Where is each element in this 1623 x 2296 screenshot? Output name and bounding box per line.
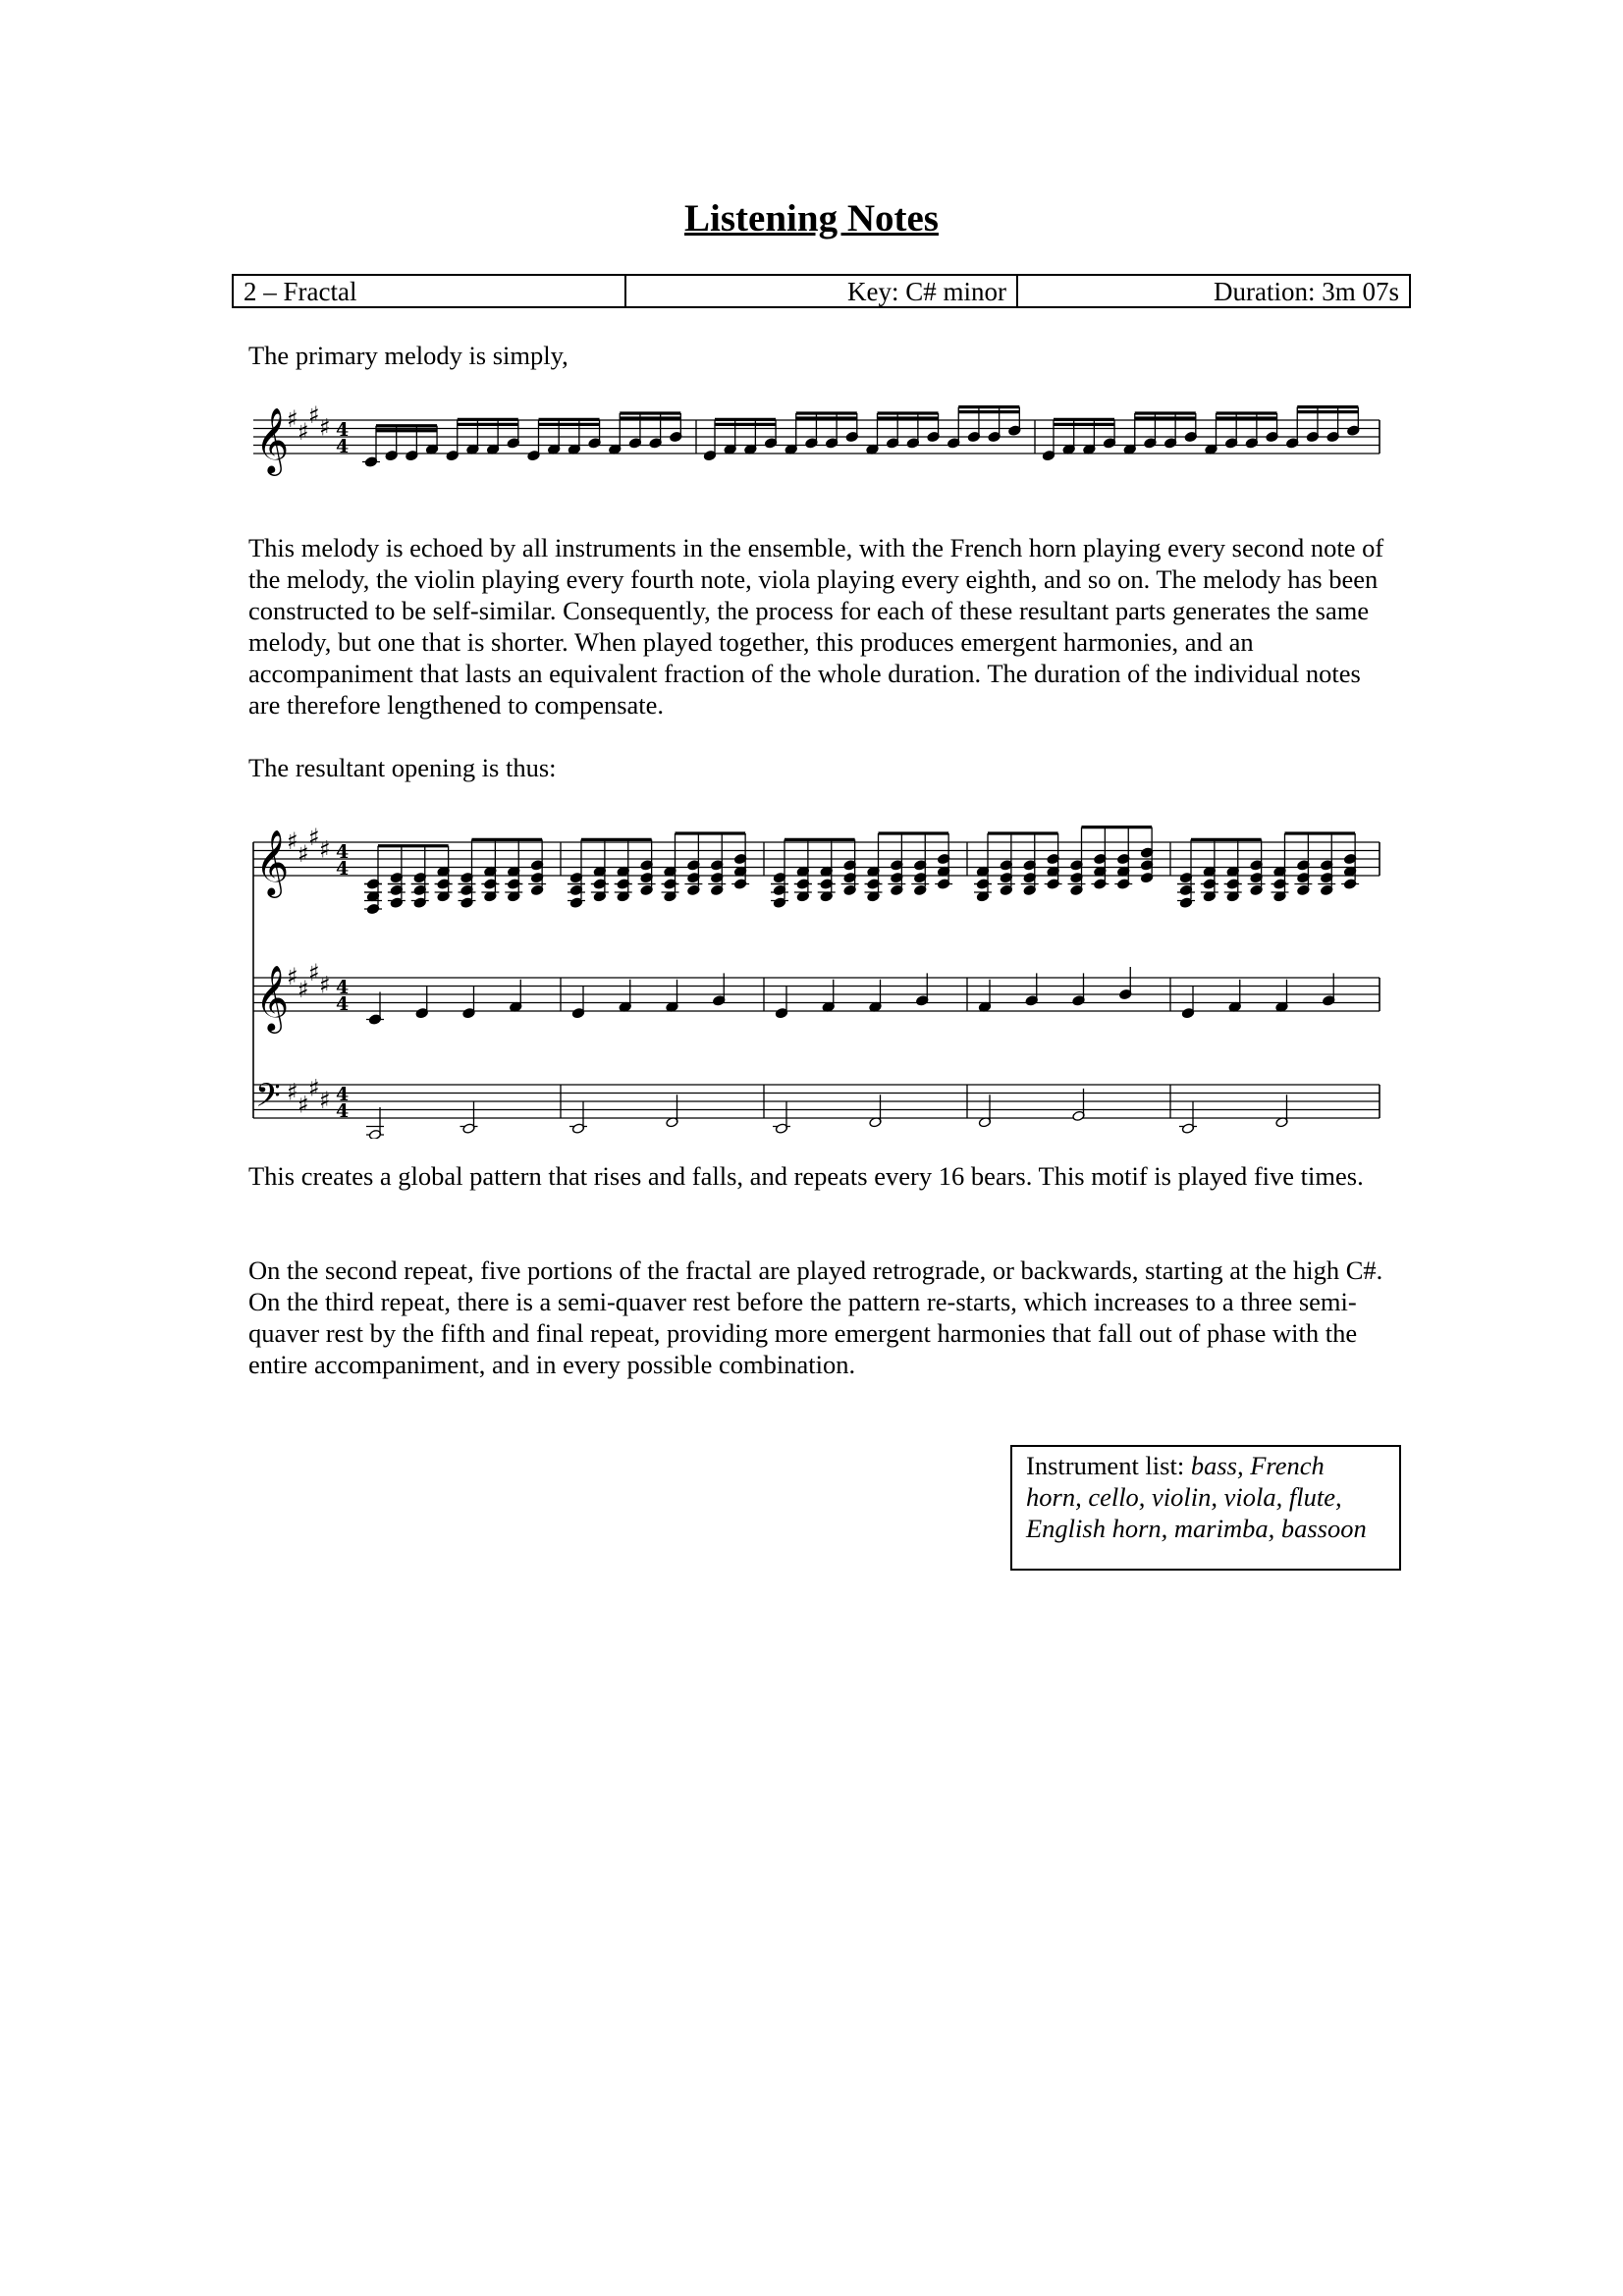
- track-key: Key: C# minor: [625, 275, 1017, 307]
- opening-paragraph: The resultant opening is thus:: [248, 753, 557, 782]
- treble-clef: 𝄞: [255, 964, 290, 1031]
- track-duration: Duration: 3m 07s: [1017, 275, 1410, 307]
- sharp-sign: ♯: [319, 1087, 331, 1114]
- sharp-sign: ♯: [298, 839, 309, 868]
- sharp-sign: ♯: [308, 958, 320, 987]
- bass-clef: 𝄢: [255, 1077, 281, 1123]
- sharp-sign: ♯: [308, 1074, 320, 1102]
- track-info-table: [232, 274, 1411, 308]
- intro-paragraph: The primary melody is simply,: [248, 341, 568, 370]
- resultant-opening-score: [245, 805, 1394, 1139]
- time-signature-top: 4: [336, 977, 350, 998]
- treble-clef: 𝄞: [255, 406, 290, 473]
- sharp-sign: ♯: [319, 835, 331, 864]
- time-signature-bottom: 4: [336, 993, 350, 1015]
- sharp-sign: ♯: [319, 413, 331, 442]
- instrument-list-items: bass, French horn, cello, violin, viola, flute, English horn, marimba, bassoon: [1026, 1451, 1367, 1543]
- sharp-sign: ♯: [298, 975, 309, 1003]
- time-signature-top: 4: [336, 419, 350, 441]
- time-signature-bottom: 4: [336, 436, 350, 457]
- time-signature-bottom: 4: [336, 1100, 350, 1122]
- time-signature-bottom: 4: [336, 858, 350, 880]
- treble-clef: 𝄞: [255, 828, 290, 895]
- sharp-sign: ♯: [287, 1078, 298, 1106]
- sharp-sign: ♯: [319, 971, 331, 999]
- sharp-sign: ♯: [287, 963, 298, 990]
- repeats-paragraph: On the second repeat, five portions of the fractal are played retrograde, or backwards, starting at the high C#. On the third repeat, there is a semi-quaver rest before the pattern re-starts, which increases to a three semi-quaver rest by the fifth and final repeat, providing more emergent harmonies that fall out of phase with the entire accompaniment, and in every possible combination.: [248, 1255, 1383, 1379]
- sharp-sign: ♯: [287, 405, 298, 433]
- pattern-paragraph: This creates a global pattern that rises and falls, and repeats every 16 bears. This motif is played five times.: [248, 1161, 1364, 1191]
- sharp-sign: ♯: [308, 823, 320, 851]
- primary-melody-staff: [245, 393, 1394, 501]
- instrument-list-box: [1010, 1445, 1401, 1571]
- page-title: Listening Notes: [684, 197, 939, 240]
- sharp-sign: ♯: [287, 828, 298, 855]
- sharp-sign: ♯: [298, 1091, 309, 1119]
- sharp-sign: ♯: [308, 400, 320, 429]
- time-signature-top: 4: [336, 841, 350, 863]
- time-signature-top: 4: [336, 1084, 350, 1105]
- echo-paragraph: This melody is echoed by all instruments in the ensemble, with the French horn playing every second note of the melody, the violin playing every fourth note, viola playing every eighth, and so on. The melody has been constructed to be self-similar. Consequently, the process for each of these resultant parts generates the same melody, but one that is shorter. When played together, this produces emergent harmonies, and an accompaniment that lasts an equivalent fraction of the whole duration. The duration of the individual notes are therefore lengthened to compensate.: [248, 533, 1384, 720]
- instrument-list-label: Instrument list:: [1026, 1451, 1185, 1480]
- track-name: 2 – Fractal: [233, 275, 625, 307]
- sharp-sign: ♯: [298, 417, 309, 446]
